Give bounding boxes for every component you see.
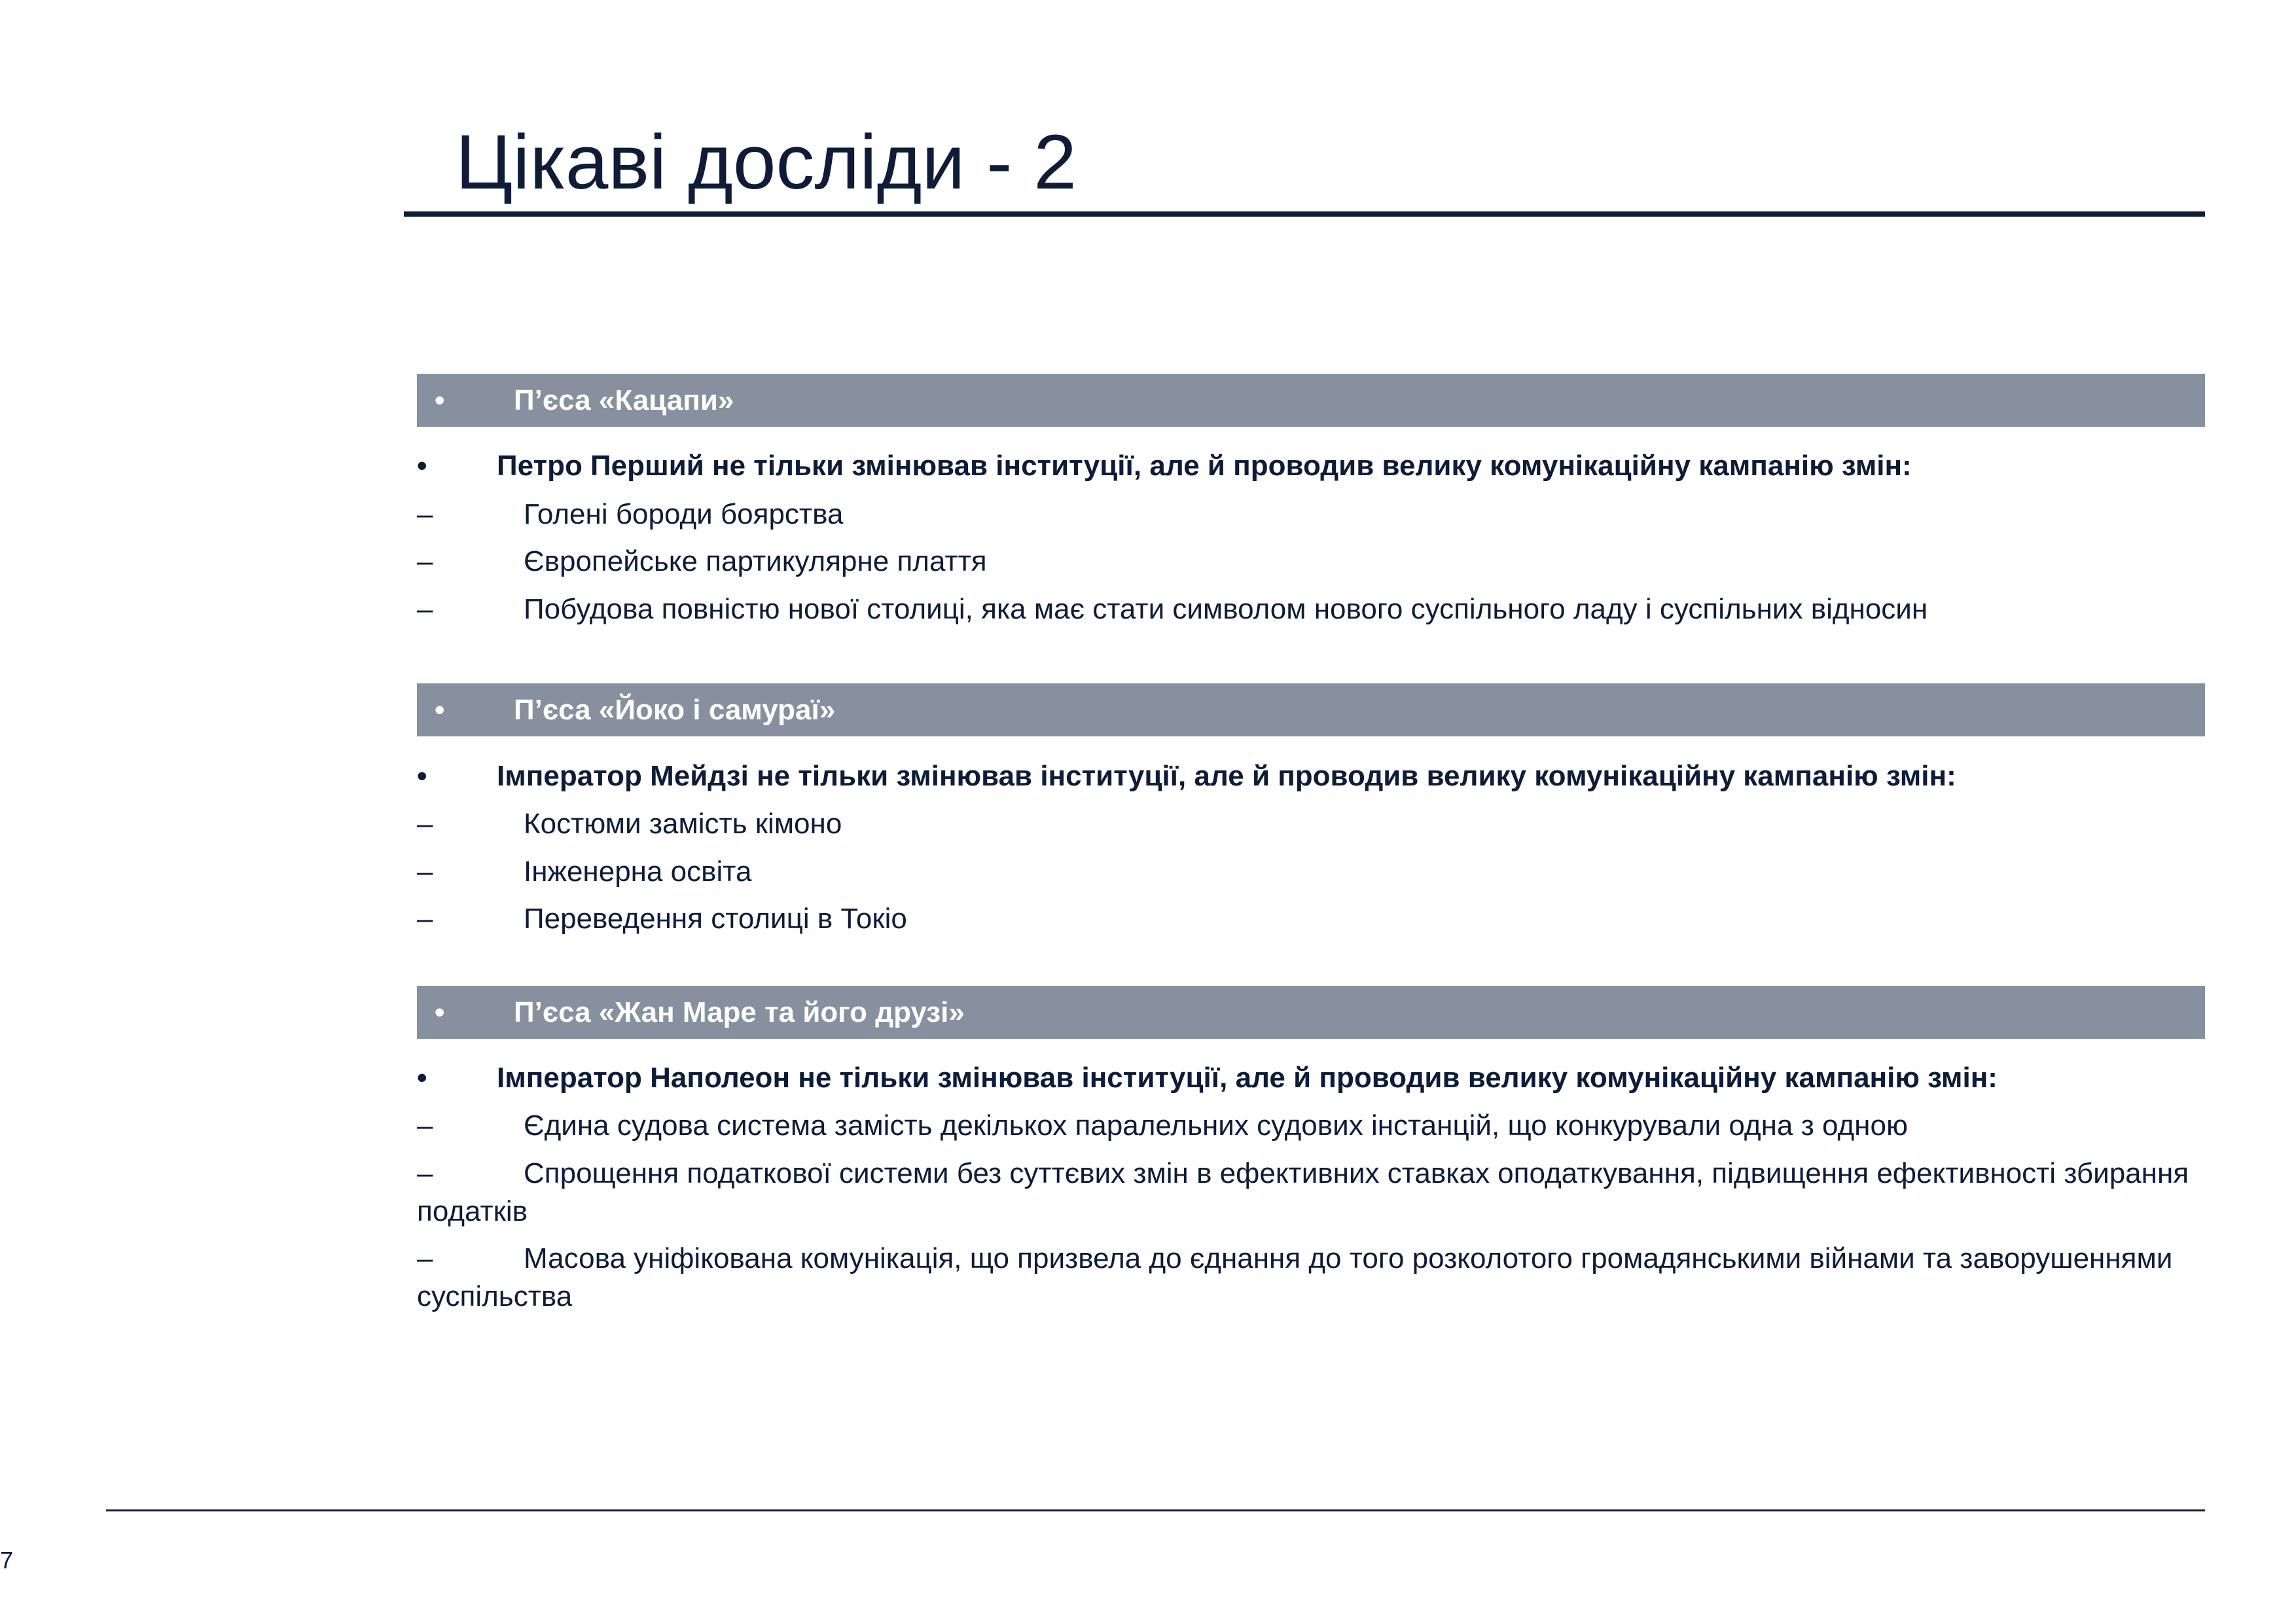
list-item-text: Голені бороди боярства (524, 498, 844, 530)
list-item-text: Переведення столиці в Токіо (524, 903, 907, 935)
list-item (417, 1155, 2205, 1231)
dash-icon: – (417, 1242, 433, 1274)
section-header-label: П’єса «Кацапи» (514, 384, 734, 416)
section-lead-text: Петро Перший не тільки змінював інституції, але й проводив велику комунікаційну кампанію змін: (497, 450, 1912, 482)
slide-title: Цікаві досліди - 2 (456, 119, 1077, 206)
dash-icon: – (417, 545, 433, 577)
dash-icon: – (417, 1157, 433, 1189)
dash-icon: – (417, 593, 433, 625)
title-divider (404, 211, 2205, 217)
section-header-label: П’єса «Жан Маре та його друзі» (514, 996, 965, 1028)
bullet-icon: • (435, 996, 445, 1028)
list-item-text: Спрощення податкової системи без суттєвих змін в ефективних ставках оподаткування, підвищення ефективності збирання податків (417, 1157, 2189, 1227)
dash-icon: – (417, 1110, 433, 1142)
list-item (417, 1240, 2205, 1316)
bullet-icon: • (435, 384, 445, 416)
list-item-text: Побудова повністю нової столиці, яка має стати символом нового суспільного ладу і суспільних відносин (524, 593, 1928, 625)
section-header-yoko (417, 683, 2205, 736)
bullet-icon: • (417, 760, 427, 792)
bullet-icon: • (435, 694, 445, 726)
list-item-text: Костюми замість кімоно (524, 808, 842, 840)
page-number: 7 (0, 1547, 14, 1574)
section-lead-text: Імператор Мейдзі не тільки змінював інституції, але й проводив велику комунікаційну кампанію змін: (497, 760, 1956, 792)
list-item-text: Інженерна освіта (524, 856, 752, 888)
bullet-icon: • (417, 1062, 427, 1094)
dash-icon: – (417, 808, 433, 840)
section-header-jean-marais (417, 986, 2205, 1039)
section-lead-text: Імператор Наполеон не тільки змінював інституції, але й проводив велику комунікаційну кампанію змін: (497, 1062, 1998, 1094)
footer-divider (106, 1509, 2205, 1511)
section-header-label: П’єса «Йоко і самураї» (514, 694, 836, 726)
list-item-text: Єдина судова система замість декількох паралельних судових інстанцій, що конкурували одна з одною (524, 1110, 1908, 1142)
dash-icon: – (417, 903, 433, 935)
section-header-katsapy (417, 374, 2205, 427)
dash-icon: – (417, 856, 433, 888)
list-item-text: Європейське партикулярне плаття (524, 545, 987, 577)
list-item-text: Масова уніфікована комунікація, що призвела до єднання до того розколотого громадянськими війнами та заворушеннями суспільства (417, 1242, 2173, 1312)
bullet-icon: • (417, 450, 427, 482)
dash-icon: – (417, 498, 433, 530)
